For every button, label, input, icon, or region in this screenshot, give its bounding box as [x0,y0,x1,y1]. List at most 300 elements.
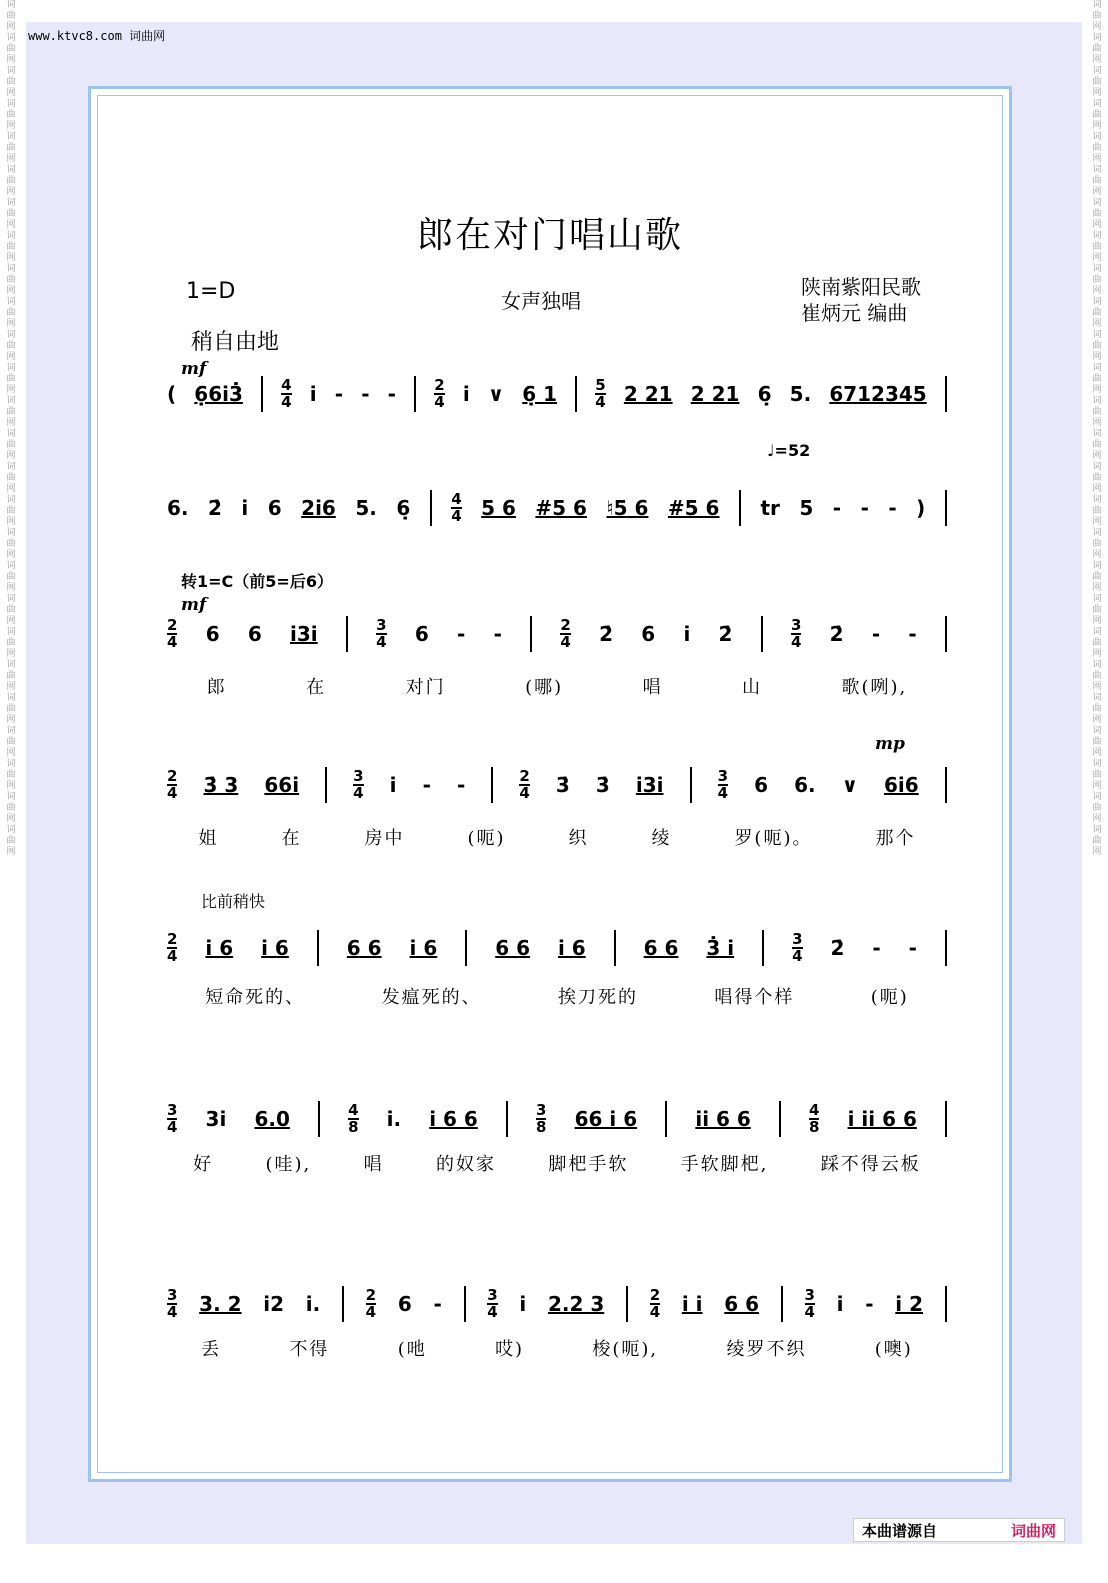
watermark-char: 网 [6,649,16,659]
watermark-char: 曲 [6,770,16,780]
lyric-word: 发瘟死的、 [381,987,482,1008]
note-group: 2̇ [830,936,845,960]
watermark-char: 曲 [6,341,16,351]
note-group: 6.0 [254,1107,290,1131]
bar-line [614,930,616,966]
note-group: ♮5 6 [606,496,649,520]
note-group: i3i [290,622,318,646]
watermark-char: 词 [1092,0,1102,10]
lyric-word: (噢) [874,1339,913,1360]
performance-type: 女声独唱 [501,289,581,313]
note-group: 6̣6i3̇ [194,382,243,406]
time-signature: 4 4 [281,376,292,411]
source-brand[interactable]: 词曲网 [1010,1521,1056,1540]
lyric-word: 罗(呃)。 [734,828,813,849]
bar-line [690,767,692,803]
watermark-char: 词 [6,495,16,505]
watermark-char: 词 [1092,132,1102,142]
watermark-char: 曲 [1092,176,1102,186]
watermark-char: 词 [1092,66,1102,76]
bar-line [945,767,947,803]
bar-line [506,1101,508,1137]
lyric-word: 房中 [364,828,405,849]
note-group: i2 [263,1292,285,1316]
watermark-char: 曲 [1092,110,1102,120]
watermark-char: 网 [6,121,16,131]
lyric-word: 唱 [363,1154,384,1175]
watermark-char: 网 [6,583,16,593]
note-group: 6 [397,1292,412,1316]
notation-line [167,931,947,965]
note-group: i [836,1292,844,1316]
sustain-dash: - [433,1292,442,1316]
watermark-char: 网 [6,220,16,230]
lyric-word: 织 [568,828,589,849]
note-group: i [389,773,397,797]
watermark-char: 曲 [1092,704,1102,714]
sustain-dash: - [908,936,917,960]
watermark-char: 曲 [1092,440,1102,450]
watermark-char: 词 [1092,627,1102,637]
watermark-char: 曲 [6,176,16,186]
note-group: 6 [205,622,220,646]
watermark-char: 曲 [6,473,16,483]
watermark-char: 曲 [1092,77,1102,87]
watermark-char: 网 [1092,55,1102,65]
note-group: i [462,382,470,406]
note-group: i 6 [409,936,438,960]
watermark-char: 网 [1092,814,1102,824]
watermark-char: 网 [6,847,16,857]
watermark-char: 曲 [6,275,16,285]
watermark-char: 曲 [1092,44,1102,54]
lyric-word: 梭(呃), [592,1339,659,1360]
watermark-char: 词 [1092,660,1102,670]
watermark-char: 曲 [1092,572,1102,582]
watermark-char: 网 [6,715,16,725]
watermark-char: 词 [1092,726,1102,736]
lyric-word: 脚杷手软 [548,1154,629,1175]
watermark-char: 词 [6,363,16,373]
watermark-char: 网 [6,88,16,98]
tempo-instruction: 稍自由地 [191,330,280,355]
watermark-char: 网 [6,682,16,692]
note-group: 2 21 [690,382,740,406]
time-signature: 3 4 [376,616,387,651]
lyrics-line [167,673,947,699]
lyrics-line [167,824,947,850]
watermark-char: 词 [6,264,16,274]
time-signature: 2 4 [519,767,530,802]
note-group: #5 6 [667,496,720,520]
watermark-char: 网 [6,352,16,362]
note-group: 3. 2 [199,1292,242,1316]
time-signature: 2 4 [167,616,178,651]
watermark-char: 网 [1092,319,1102,329]
bar-line [762,930,764,966]
sustain-dash: - [456,773,466,797]
watermark-char: 曲 [1092,803,1102,813]
bar-line [945,616,947,652]
sustain-dash: - [888,496,897,520]
sustain-dash: - [871,622,881,646]
bar-line [318,1101,320,1137]
watermark-char: 词 [6,396,16,406]
time-signature: 3 4 [353,767,364,802]
note-group: 2̇ [829,622,844,646]
watermark-char: 词 [1092,396,1102,406]
watermark-char: 曲 [6,110,16,120]
watermark-char: 词 [6,528,16,538]
watermark-char: 词 [6,297,16,307]
bar-line [464,1286,466,1322]
tempo-change: 比前稍快 [201,892,266,911]
watermark-char: 词 [6,660,16,670]
lyric-word: 歌(咧), [841,677,908,698]
lyric-word: (哇), [265,1154,312,1175]
bar-line [761,616,763,652]
watermark-char: 网 [1092,88,1102,98]
watermark-char: 词 [6,132,16,142]
lyric-word: 不得 [289,1339,330,1360]
bar-line [465,930,467,966]
note-group: 3̇ 3 [203,773,239,797]
watermark-char: 词 [1092,561,1102,571]
time-signature: 3 4 [717,767,729,802]
bar-line [945,930,947,966]
score-frame [88,86,1012,1482]
dynamic-mark: mf [181,595,207,615]
watermark-char: 网 [6,22,16,32]
watermark-char: 曲 [1092,209,1102,219]
note-group: 3̇ [595,773,610,797]
bar-line [626,1286,628,1322]
note-group: i [241,496,249,520]
song-title: 郎在对门唱山歌 [416,215,683,256]
watermark-char: 网 [1092,154,1102,164]
notation-line [167,617,947,651]
note-group: ( [167,382,177,406]
watermark-char: 曲 [6,572,16,582]
watermark-char: 词 [6,429,16,439]
watermark-char: 网 [6,286,16,296]
note-group: i ii 6 6 [847,1107,917,1131]
notation-line [167,377,947,411]
note-group: 6̣ 1 [522,382,558,406]
watermark-char: 网 [1092,451,1102,461]
left-watermark-strip [0,0,22,1583]
watermark-char: 词 [6,693,16,703]
watermark-char: 词 [6,825,16,835]
watermark-char: 网 [6,781,16,791]
lyric-word: 丢 [201,1339,222,1360]
watermark-char: 词 [6,726,16,736]
lyric-word: 绫 [651,828,672,849]
time-signature: 3 8 [536,1101,547,1136]
watermark-char: 词 [6,0,16,10]
watermark-char: 曲 [1092,275,1102,285]
watermark-char: 曲 [1092,308,1102,318]
watermark-char: 曲 [6,77,16,87]
watermark-char: 词 [1092,759,1102,769]
note-group: 2.2 3 [547,1292,605,1316]
time-signature: 4 4 [451,490,462,525]
bar-line [945,1286,947,1322]
note-group: 3i [205,1107,227,1131]
lyric-word: (呃) [467,828,506,849]
watermark-char: 词 [1092,792,1102,802]
note-group: ) [916,496,926,520]
watermark-char: 曲 [1092,143,1102,153]
lyrics-line [167,1335,947,1361]
time-signature: 2 4 [434,376,445,411]
watermark-char: 网 [6,484,16,494]
time-signature: 3 4 [167,1101,178,1136]
notation-line [167,1102,947,1136]
source-credit[interactable] [853,1518,1065,1542]
sustain-dash: - [387,382,396,406]
watermark-char: 词 [1092,693,1102,703]
note-group: 66 i 6 [574,1107,638,1131]
watermark-char: 网 [6,748,16,758]
watermark-char: 网 [1092,286,1102,296]
note-group: i 6 [205,936,234,960]
lyric-word: 唱 [642,677,663,698]
sustain-dash: - [493,622,502,646]
bar-line [665,1101,667,1137]
watermark-char: 曲 [6,374,16,384]
time-signature: 2 4 [649,1286,661,1321]
lyric-word: 对门 [405,677,446,698]
watermark-char: 词 [6,33,16,43]
bar-line [945,1101,947,1137]
bar-line [261,376,263,412]
watermark-char: 网 [1092,517,1102,527]
note-group: 6̣ [396,496,411,520]
watermark-char: 网 [1092,484,1102,494]
lyric-word: 山 [742,677,763,698]
key-signature: 1=D [186,279,236,304]
lyric-word: 姐 [198,828,219,849]
note-group: i. [386,1107,402,1131]
lyric-word: (哪) [525,677,564,698]
time-signature: 3 4 [804,1286,815,1321]
watermark-char: 网 [6,319,16,329]
lyrics-line [167,1150,947,1176]
watermark-char: 曲 [6,737,16,747]
note-group: 5. [355,496,377,520]
note-group: i. [305,1292,321,1316]
time-signature: 4 8 [348,1101,359,1136]
watermark-char: 网 [1092,418,1102,428]
watermark-char: 词 [6,792,16,802]
watermark-char: 曲 [6,407,16,417]
lyric-word: 挨刀死的 [557,987,638,1008]
notation-line [167,491,947,525]
watermark-char: 词 [6,198,16,208]
watermark-char: 曲 [1092,506,1102,516]
watermark-char: 曲 [6,242,16,252]
watermark-char: 词 [1092,198,1102,208]
note-group: 6. [794,773,816,797]
note-group: 6 6 [495,936,531,960]
watermark-char: 曲 [1092,770,1102,780]
note-group: i [309,382,317,406]
watermark-char: 曲 [6,704,16,714]
time-signature: 3 4 [790,616,802,651]
note-group: 6 [247,622,262,646]
song-arranger: 崔炳元 编曲 [801,301,908,325]
watermark-char: 网 [6,187,16,197]
lyric-word: 那个 [875,828,916,849]
time-signature: 2 4 [365,1286,377,1321]
sustain-dash: - [457,622,466,646]
sustain-dash: - [865,1292,874,1316]
sustain-dash: - [832,496,842,520]
sustain-dash: - [422,773,431,797]
watermark-char: 曲 [1092,836,1102,846]
bar-line [491,767,493,803]
watermark-char: 网 [1092,682,1102,692]
bar-line [430,490,432,526]
lyric-word: 在 [281,828,302,849]
watermark-char: 曲 [6,539,16,549]
watermark-char: 网 [6,550,16,560]
bar-line [325,767,327,803]
site-url[interactable]: www.ktvc8.com 词曲网 [28,29,166,43]
note-group: 6 [414,622,429,646]
note-group: 6̣ [757,382,772,406]
watermark-char: 曲 [6,803,16,813]
watermark-char: 曲 [6,506,16,516]
lyric-word: 短命死的、 [205,987,306,1008]
watermark-char: 词 [1092,231,1102,241]
watermark-char: 网 [1092,715,1102,725]
watermark-char: 曲 [6,836,16,846]
note-group: 5 [799,496,814,520]
note-group: 3̇ i [706,936,735,960]
watermark-char: 曲 [6,440,16,450]
watermark-char: 词 [1092,495,1102,505]
watermark-char: 网 [1092,550,1102,560]
watermark-char: 曲 [6,209,16,219]
watermark-char: 词 [1092,165,1102,175]
watermark-char: 网 [1092,187,1102,197]
note-group: 6 [641,622,656,646]
watermark-char: 词 [6,231,16,241]
time-signature: 4 8 [809,1101,820,1136]
lyric-word: 在 [306,677,327,698]
bar-line [346,616,348,652]
source-label: 本曲谱源自 [862,1521,938,1540]
note-group: ∨ [841,773,858,797]
lyric-word: 绫罗不织 [726,1339,807,1360]
watermark-char: 网 [6,616,16,626]
watermark-char: 词 [1092,297,1102,307]
watermark-char: 网 [6,418,16,428]
note-group: i [519,1292,527,1316]
watermark-char: 词 [6,627,16,637]
lyric-word: 的奴家 [435,1154,496,1175]
note-group: 2̇ [599,622,614,646]
watermark-char: 曲 [6,11,16,21]
watermark-char: 曲 [1092,539,1102,549]
watermark-char: 网 [6,517,16,527]
notation-line [167,1287,947,1321]
watermark-char: 词 [1092,594,1102,604]
watermark-char: 词 [6,759,16,769]
watermark-char: 网 [1092,385,1102,395]
watermark-char: 曲 [6,44,16,54]
note-group: 2 21 [623,382,673,406]
watermark-char: 曲 [1092,638,1102,648]
watermark-char: 词 [6,66,16,76]
time-signature: 2 4 [167,767,178,802]
note-group: i 6 6 [429,1107,478,1131]
watermark-char: 网 [1092,220,1102,230]
watermark-char: 网 [6,55,16,65]
watermark-char: 词 [6,99,16,109]
bar-line [779,1101,781,1137]
modulation-mark: 转1=C（前5=后6） [181,572,333,591]
note-group: 6i6 [884,773,919,797]
lyric-word: (吔 [397,1339,427,1360]
bar-line [945,490,947,526]
bar-line [414,376,416,412]
bar-line [530,616,532,652]
sustain-dash: - [361,382,370,406]
sustain-dash: - [334,382,344,406]
note-group: 5 6 [481,496,516,520]
watermark-char: 词 [6,561,16,571]
watermark-char: 曲 [1092,605,1102,615]
bar-line [575,376,577,412]
watermark-char: 词 [6,330,16,340]
lyric-word: 郎 [206,677,227,698]
watermark-char: 词 [1092,429,1102,439]
lyrics-line [167,983,947,1009]
watermark-char: 曲 [6,143,16,153]
note-group: ii 6 6 [695,1107,751,1131]
watermark-char: 网 [1092,22,1102,32]
lyric-word: 哎) [495,1339,525,1360]
watermark-char: 网 [1092,616,1102,626]
sustain-dash: - [860,496,869,520]
watermark-char: 曲 [6,605,16,615]
bar-line [317,930,319,966]
watermark-char: 曲 [6,308,16,318]
time-signature: 2 4 [560,616,571,651]
watermark-char: 网 [1092,649,1102,659]
note-group: 6 6 [643,936,679,960]
bar-line [945,376,947,412]
note-group: 6 6 [724,1292,760,1316]
dynamic-mark: mf [181,359,207,379]
watermark-char: 词 [1092,330,1102,340]
watermark-char: 网 [1092,121,1102,131]
tempo-mark: ♩=52 [767,441,811,460]
bar-line [342,1286,344,1322]
note-group: 66i [264,773,300,797]
watermark-char: 词 [6,165,16,175]
note-group: ∨ [487,382,505,406]
sustain-dash: - [908,622,917,646]
note-group: 6 6 [346,936,382,960]
watermark-char: 网 [1092,748,1102,758]
note-group: 2i6 [301,496,336,520]
watermark-char: 曲 [1092,341,1102,351]
note-group: i3i [635,773,664,797]
